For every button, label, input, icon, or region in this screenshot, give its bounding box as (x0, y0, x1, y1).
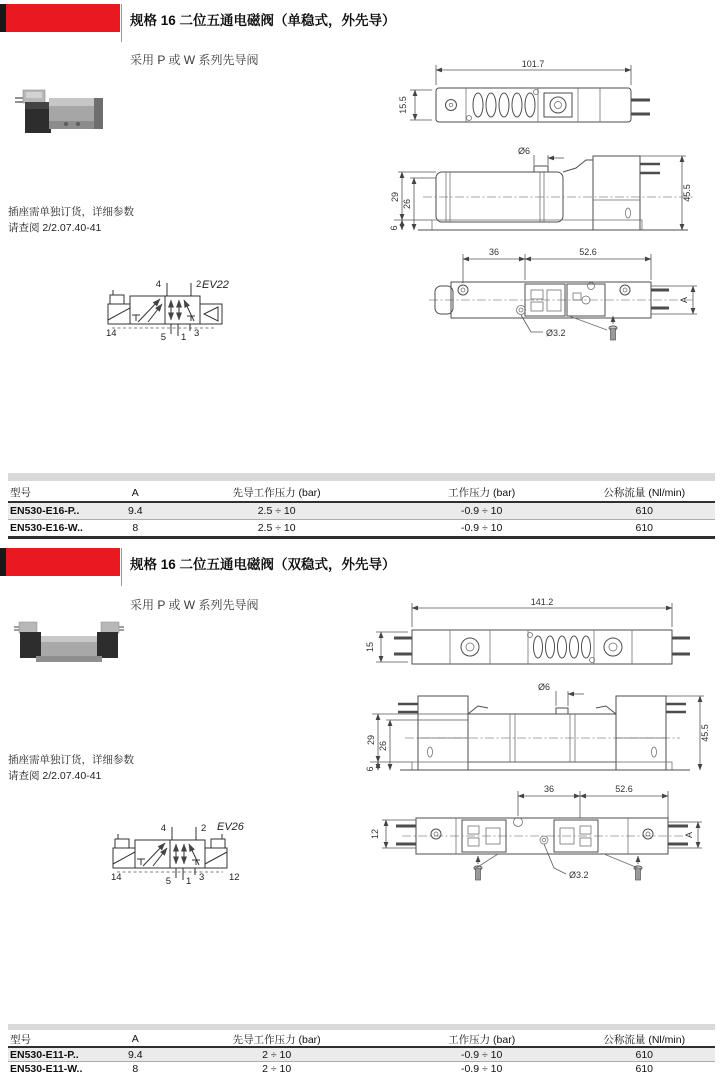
dim-height-6: 6 (365, 766, 375, 772)
cell-working-pressure: -0.9 ÷ 10 (460, 1048, 503, 1061)
port-14-label: 14 (106, 328, 117, 339)
symbol-label: EV26 (217, 821, 244, 833)
section2-title: 规格 16 二位五通电磁阀（双稳式，外先导） (130, 557, 396, 572)
dim-total-height: 45.5 (700, 724, 710, 742)
spec-table-bistable (8, 1024, 715, 1074)
product-photo-single-valve (14, 84, 114, 146)
dim-pitch-36: 36 (543, 784, 555, 794)
dim-hole-diameter: Ø3.2 (546, 328, 566, 338)
section1-subtitle: 采用 P 或 W 系列先导阀 (130, 53, 259, 67)
col-header-a: A (131, 486, 139, 499)
drawing-bistable-bottom-view (358, 776, 723, 888)
dim-pilot-port-diameter: Ø6 (517, 146, 531, 156)
dim-a: A (679, 296, 689, 304)
col-header-model: 型号 (10, 1033, 31, 1046)
col-header-pilot-pressure: 先导工作压力 (bar) (232, 487, 321, 499)
cell-pilot-pressure: 2 ÷ 10 (262, 1062, 292, 1074)
note-line1: 插座需单独订货，详细参数 (8, 206, 134, 218)
cell-working-pressure: -0.9 ÷ 10 (460, 505, 503, 517)
port-5-label: 5 (160, 332, 166, 343)
cell-model: EN530-E16-P.. (10, 505, 80, 517)
port-4-label: 4 (155, 279, 161, 290)
dim-pitch-36: 36 (488, 247, 500, 257)
cell-pilot-pressure: 2 ÷ 10 (262, 1048, 292, 1061)
section2-banner-divider (121, 548, 122, 586)
note-line2: 请查阅 2/2.07.40-41 (8, 769, 102, 782)
dim-height-26: 26 (402, 198, 412, 210)
port-2-label: 2 (196, 279, 202, 290)
table-row (8, 503, 715, 520)
dim-pilot-port-diameter: Ø6 (537, 682, 551, 692)
section2-banner-red (6, 548, 120, 576)
dim-pitch-52-6: 52.6 (615, 784, 633, 794)
cell-working-pressure: -0.9 ÷ 10 (460, 1062, 503, 1074)
col-header-working-pressure: 工作压力 (bar) (448, 1033, 516, 1046)
port-14-label: 14 (111, 872, 122, 883)
drawing-single-side-view (388, 142, 723, 242)
table-top-band (8, 1024, 715, 1030)
table-row (8, 1062, 715, 1074)
dim-total-height: 45.5 (682, 184, 692, 202)
note-line2: 请查阅 2/2.07.40-41 (8, 221, 102, 234)
dim-a: A (684, 831, 694, 839)
cell-pilot-pressure: 2.5 ÷ 10 (257, 522, 296, 534)
section2-subtitle: 采用 P 或 W 系列先导阀 (130, 598, 259, 612)
dim-hole-diameter: Ø3.2 (569, 870, 589, 880)
drawing-bistable-side-view (360, 678, 723, 784)
spec-table-single (8, 473, 715, 539)
circuit-symbol-ev26 (95, 816, 255, 888)
note-line1: 插座需单独订货，详细参数 (8, 754, 134, 766)
dim-left-12: 12 (370, 828, 380, 840)
circuit-symbol-ev22 (98, 274, 243, 342)
port-3-label: 3 (194, 328, 200, 339)
port-12-label: 12 (229, 872, 240, 883)
port-5-label: 5 (165, 876, 171, 887)
port-1-label: 1 (186, 876, 192, 887)
cell-nominal-flow: 610 (635, 505, 654, 517)
col-header-working-pressure: 工作压力 (bar) (448, 487, 516, 499)
section1-banner-red (6, 4, 120, 32)
dim-overall-length: 141.2 (530, 597, 554, 607)
dim-height-29: 29 (390, 191, 400, 203)
table-header-row (8, 1032, 715, 1048)
dim-height-29: 29 (366, 734, 376, 746)
section2-ordering-note (8, 753, 134, 785)
product-photo-bistable-valve (14, 618, 124, 668)
port-4-label: 4 (160, 823, 166, 834)
cell-a: 9.4 (127, 505, 143, 517)
col-header-pilot-pressure: 先导工作压力 (bar) (232, 1033, 321, 1046)
col-header-model: 型号 (10, 487, 31, 499)
table-row (8, 1048, 715, 1062)
symbol-label: EV22 (202, 279, 229, 291)
dim-height-6: 6 (389, 225, 399, 231)
cell-nominal-flow: 610 (635, 522, 654, 534)
cell-a: 9.4 (127, 1048, 143, 1061)
dim-height-26: 26 (378, 740, 388, 752)
col-header-a: A (131, 1033, 139, 1045)
cell-nominal-flow: 610 (635, 1062, 654, 1074)
dim-pitch-52-6: 52.6 (579, 247, 597, 257)
table-top-band (8, 473, 715, 481)
cell-model: EN530-E16-W.. (10, 522, 83, 534)
section1-title: 规格 16 二位五通电磁阀（单稳式，外先导） (130, 13, 396, 28)
col-header-nominal-flow: 公称流量 (Nl/min) (603, 487, 686, 499)
port-1-label: 1 (181, 332, 187, 343)
drawing-single-top-view (388, 56, 723, 144)
cell-pilot-pressure: 2.5 ÷ 10 (257, 505, 296, 517)
port-3-label: 3 (199, 872, 205, 883)
drawing-single-bottom-view (393, 238, 721, 342)
cell-nominal-flow: 610 (635, 1048, 654, 1061)
col-header-nominal-flow: 公称流量 (Nl/min) (603, 1033, 686, 1046)
section1-ordering-note (8, 205, 134, 237)
table-row (8, 520, 715, 539)
dim-body-width: 15 (365, 641, 375, 653)
cell-model: EN530-E11-W.. (10, 1062, 83, 1074)
cell-a: 8 (132, 522, 139, 534)
cell-working-pressure: -0.9 ÷ 10 (460, 522, 503, 534)
port-2-label: 2 (201, 823, 207, 834)
dim-body-width: 15.5 (398, 96, 408, 114)
section1-banner-divider (121, 4, 122, 42)
cell-a: 8 (132, 1062, 139, 1074)
drawing-bistable-top-view (360, 596, 723, 684)
table-header-row (8, 484, 715, 503)
dim-overall-length: 101.7 (521, 59, 545, 69)
cell-model: EN530-E11-P.. (10, 1048, 79, 1061)
